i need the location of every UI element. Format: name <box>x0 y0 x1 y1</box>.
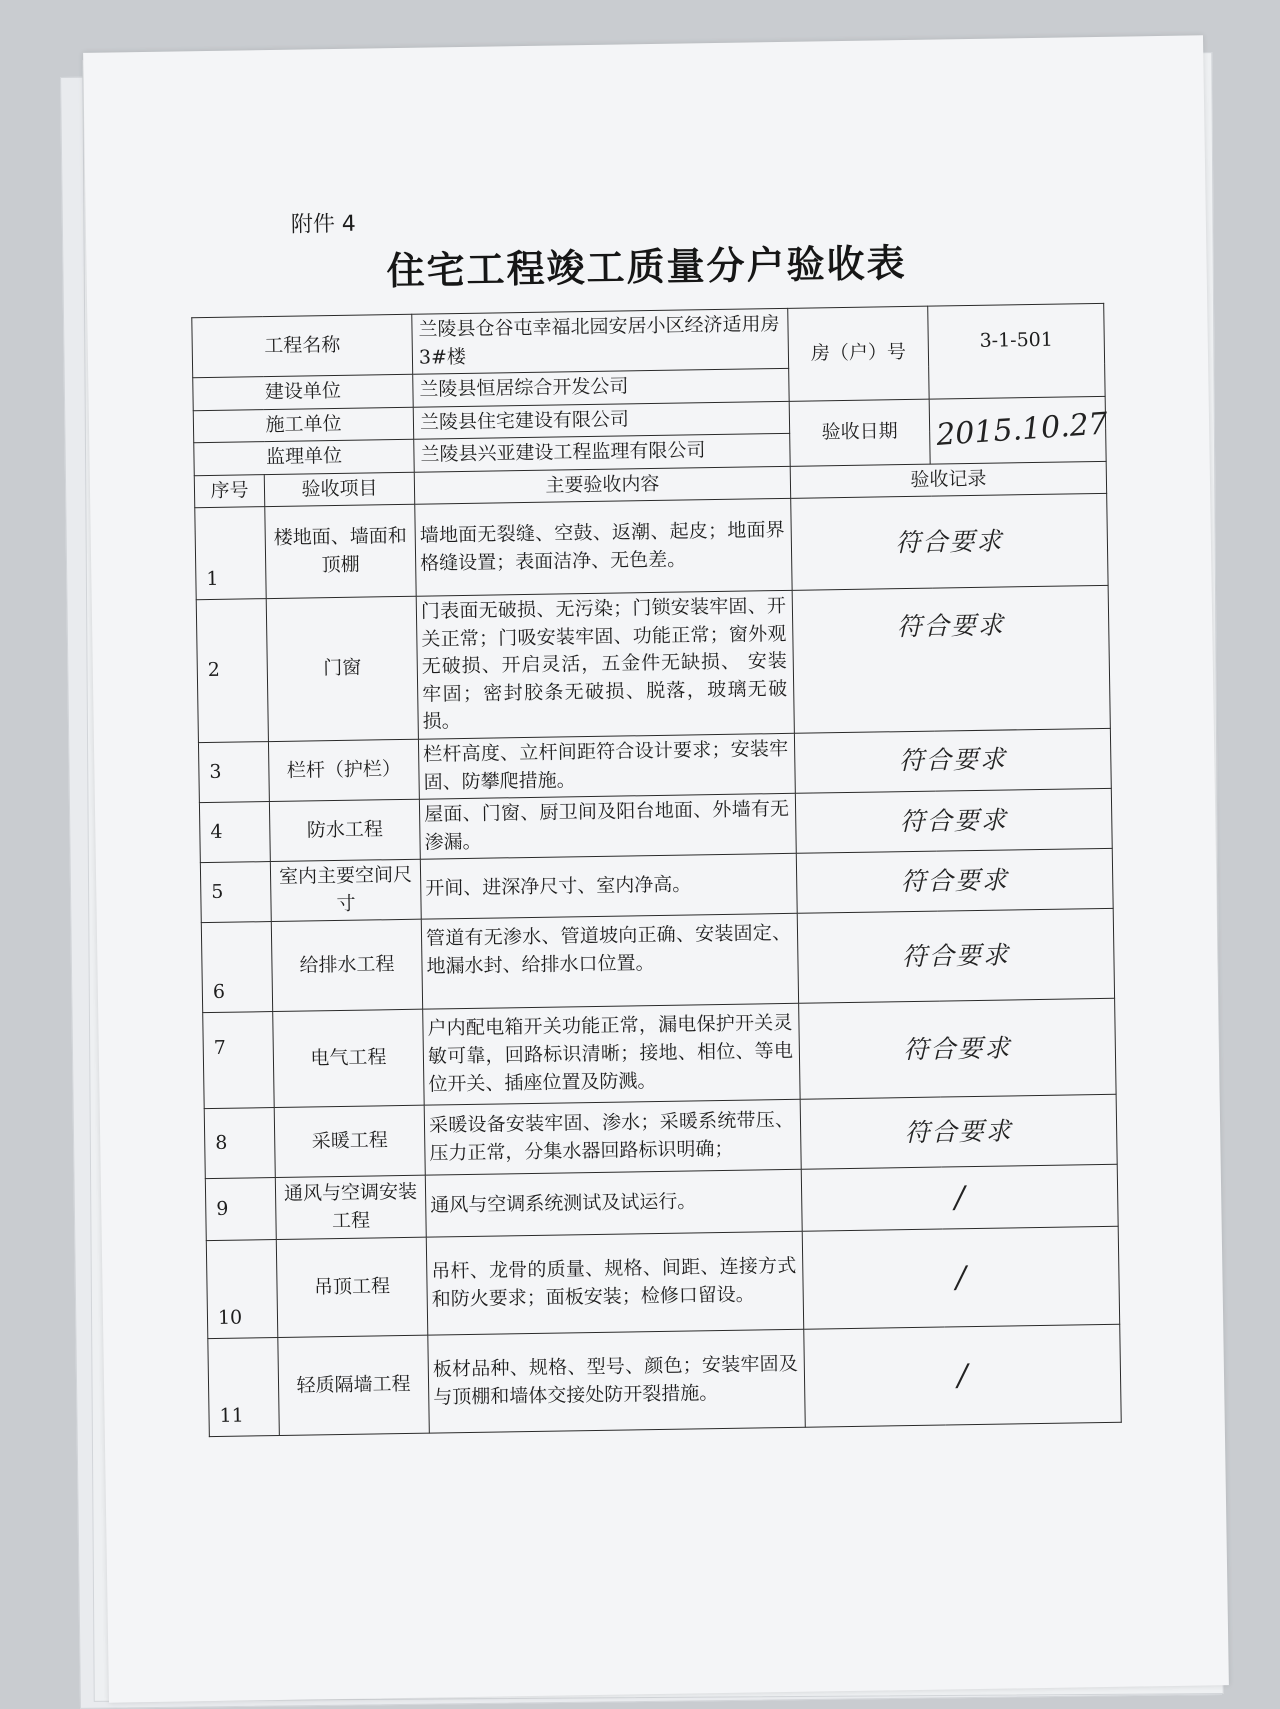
row-item: 栏杆（护栏） <box>268 739 419 801</box>
page-title: 住宅工程竣工质量分户验收表 <box>386 240 907 294</box>
row-seq: 5 <box>200 862 271 923</box>
project-name-label: 工程名称 <box>192 314 413 378</box>
item-header: 验收项目 <box>264 472 415 507</box>
row-record-handwritten: / <box>804 1325 1122 1428</box>
row-record-handwritten: 符合要求 <box>796 849 1113 914</box>
unit-number-label: 房（户）号 <box>788 306 929 401</box>
annex-label: 附件 4 <box>290 211 357 238</box>
row-seq: 1 <box>195 507 266 600</box>
builder-label: 建设单位 <box>193 374 413 410</box>
row-record-handwritten: / <box>802 1227 1120 1330</box>
table-row <box>208 1325 1121 1437</box>
content-header: 主要验收内容 <box>414 466 790 504</box>
row-seq: 4 <box>199 802 270 863</box>
row-seq: 11 <box>208 1338 280 1437</box>
row-content: 墙地面无裂缝、空鼓、返潮、起皮；地面界格缝设置；表面洁净、无色差。 <box>415 499 792 597</box>
table-row <box>196 586 1110 743</box>
row-content: 门表面无破损、无污染；门锁安装牢固、开关正常；门吸安装牢固、功能正常；窗外观无破损、开启灵活，五金件无缺损、 安装牢固；密封胶条无破损、脱落，玻璃无破损。 <box>416 591 794 740</box>
row-seq: 2 <box>196 599 268 743</box>
row-item: 吊顶工程 <box>276 1237 428 1337</box>
inspection-date-cell <box>929 396 1109 464</box>
row-content: 栏杆高度、立杆间距符合设计要求；安装牢固、防攀爬措施。 <box>418 733 795 799</box>
row-content: 户内配电箱开关功能正常，漏电保护开关灵敏可靠，回路标识清晰；接地、相位、等电位开关、插座位置及防溅。 <box>423 1004 800 1106</box>
row-record-handwritten: 符合要求 <box>792 586 1110 734</box>
row-item: 给排水工程 <box>271 919 422 1011</box>
table-row <box>206 1227 1119 1339</box>
row-record-handwritten: 符合要求 <box>797 909 1114 1004</box>
unit-number-value: 3-1-501 <box>928 303 1105 398</box>
row-seq: 9 <box>205 1178 276 1241</box>
document-page <box>83 35 1229 1702</box>
row-item: 轻质隔墙工程 <box>278 1335 430 1435</box>
supervisor-label: 监理单位 <box>194 439 414 475</box>
row-record-handwritten: 符合要求 <box>794 728 1111 793</box>
row-content: 采暖设备安装牢固、渗水；采暖系统带压、压力正常，分集水器回路标识明确； <box>424 1100 801 1176</box>
row-content: 屋面、门窗、厨卫间及阳台地面、外墙有无渗漏。 <box>419 793 796 859</box>
supervisor-value: 兰陵县兴亚建设工程监理有限公司 <box>414 434 790 472</box>
row-item: 门窗 <box>266 597 418 742</box>
row-seq: 7 <box>203 1012 274 1109</box>
builder-value: 兰陵县恒居综合开发公司 <box>413 368 789 406</box>
row-content: 吊杆、龙骨的质量、规格、间距、连接方式和防火要求；面板安装；检修口留设。 <box>426 1232 803 1336</box>
row-seq: 6 <box>201 922 272 1013</box>
row-item: 通风与空调安装工程 <box>275 1175 426 1239</box>
record-header: 验收记录 <box>790 461 1106 499</box>
row-seq: 3 <box>198 742 269 803</box>
row-record-handwritten: 符合要求 <box>799 999 1116 1100</box>
row-record-handwritten: 符合要求 <box>791 494 1108 591</box>
row-seq: 8 <box>204 1108 275 1179</box>
row-content: 板材品种、规格、型号、颜色；安装牢固及与顶棚和墙体交接处防开裂措施。 <box>428 1330 805 1434</box>
row-content: 开间、进深净尺寸、室内净高。 <box>420 853 797 919</box>
project-name-value: 兰陵县仓谷屯幸福北园安居小区经济适用房3#楼 <box>412 308 789 374</box>
row-item: 室内主要空间尺寸 <box>270 859 421 921</box>
row-record-handwritten: 符合要求 <box>800 1095 1117 1170</box>
constructor-label: 施工单位 <box>193 407 413 443</box>
acceptance-table <box>191 303 1121 1437</box>
table-row <box>195 494 1108 600</box>
inspection-date-label: 验收日期 <box>789 399 930 466</box>
row-item: 楼地面、墙面和顶棚 <box>265 505 416 599</box>
inspection-date-handwritten: 2015.10.27 <box>935 406 1109 453</box>
row-item: 防水工程 <box>269 799 420 861</box>
row-content: 通风与空调系统测试及试运行。 <box>425 1170 802 1238</box>
table-row <box>201 909 1114 1013</box>
row-seq: 10 <box>206 1240 278 1339</box>
row-item: 电气工程 <box>273 1009 425 1107</box>
constructor-value: 兰陵县住宅建设有限公司 <box>413 401 789 439</box>
row-content: 管道有无渗水、管道坡向正确、安装固定、地漏水封、给排水口位置。 <box>421 914 798 1010</box>
table-row <box>203 999 1116 1109</box>
seq-header: 序号 <box>194 474 265 508</box>
row-item: 采暖工程 <box>274 1105 425 1177</box>
row-record-handwritten: / <box>801 1165 1118 1232</box>
row-record-handwritten: 符合要求 <box>795 788 1112 853</box>
